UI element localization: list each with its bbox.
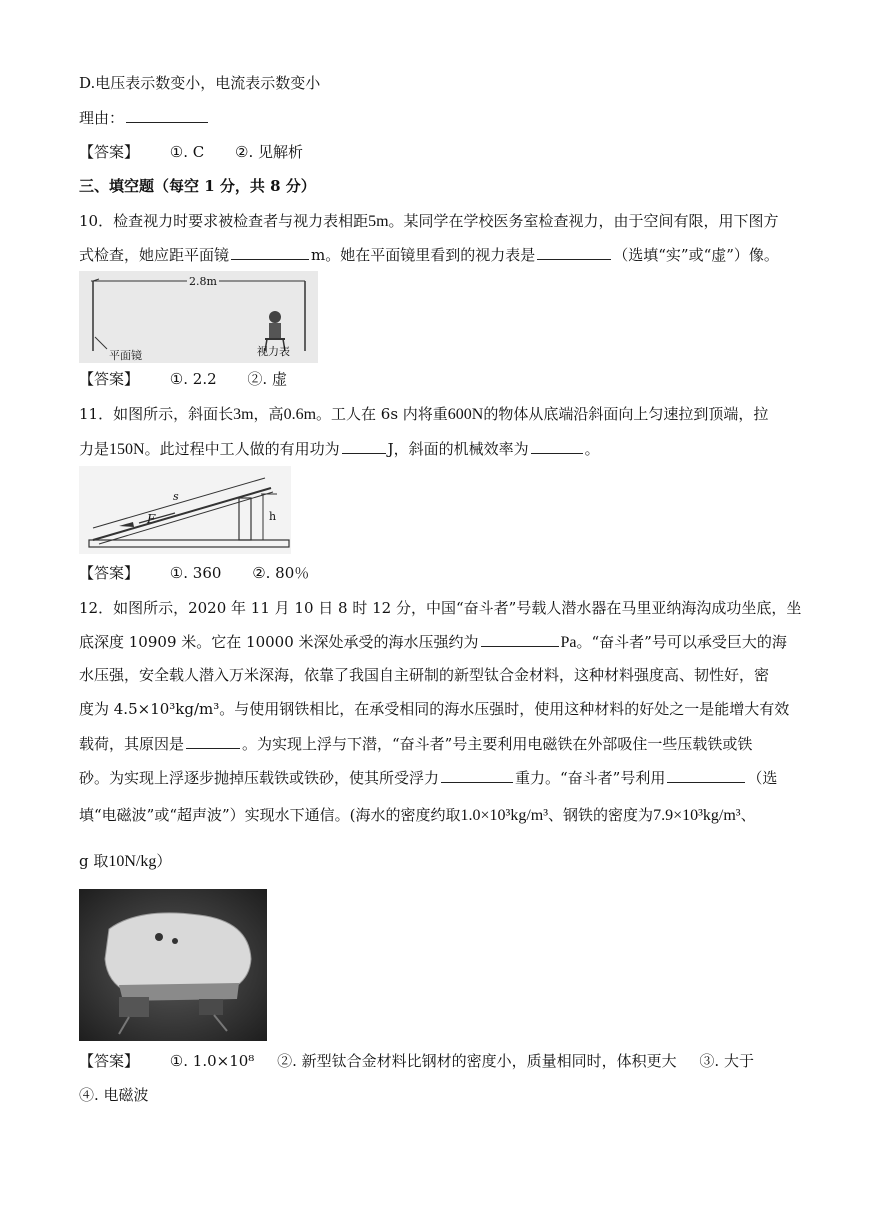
- q12-answer-label: 【答案】: [79, 1052, 140, 1070]
- q10-blank-1: [231, 243, 309, 260]
- section-heading: 三、填空题（每空 1 分，共 8 分）: [79, 177, 316, 195]
- q12-answer-3: ③. 大于: [699, 1052, 754, 1070]
- q9-reason-label: 理由：: [79, 109, 125, 127]
- q12-line8: [79, 850, 790, 873]
- q10-answer-label: 【答案】: [79, 370, 140, 388]
- q11-text-d: 的物体从底端沿斜面向上匀速拉到顶端，拉: [483, 405, 769, 423]
- q9-answer: [79, 141, 790, 163]
- q12-line5: [79, 732, 790, 755]
- q12-line4: 度为 4.5×10³kg/m³。与使用钢铁相比，在承受相同的海水压强时，使用这种材料的好处之一是能增大有效: [79, 700, 790, 718]
- q9-answer-1: ①. C: [169, 143, 205, 161]
- q11-fig-f: F: [147, 512, 156, 526]
- q12-submersible-photo: [79, 889, 267, 1041]
- q12-line1: 12．如图所示，2020 年 11 月 10 日 8 时 12 分，中国“奋斗者”号载人潜水器在马里亚纳海沟成功坐底，坐: [79, 599, 802, 617]
- q10-answer: [79, 368, 790, 390]
- q12-line2: [79, 630, 790, 654]
- q11-text-f: 。此过程中工人做的有用功为: [144, 440, 340, 458]
- q12-photo-svg: [79, 889, 267, 1041]
- q12-answer-2: ②. 新型钛合金材料比钢材的密度小，质量相同时，体积更大: [277, 1052, 677, 1070]
- q11-line1: [79, 403, 790, 426]
- q12-text-c: 载荷，其原因是: [79, 735, 185, 753]
- q12-text-h: 填“电磁波”或“超声波”）实现水下通信。(海水的密度约取: [79, 806, 461, 824]
- q11-text-b: ，高: [253, 405, 284, 423]
- q12-blank-4: [667, 766, 745, 783]
- q11-blank-2: [531, 437, 583, 454]
- q12-blank-2: [186, 732, 240, 749]
- q11-height: 0.6m: [283, 406, 317, 423]
- q12-answer-1: ①. 1.0×10⁸: [169, 1052, 255, 1070]
- q11-answer: [79, 562, 790, 584]
- q9-reason: [79, 106, 790, 129]
- q12-text-b: 。“奋斗者”号可以承受巨大的海: [576, 633, 787, 651]
- q10-figure: [79, 271, 318, 363]
- q9-reason-blank: [126, 106, 208, 123]
- q11-weight: 600N: [447, 406, 484, 423]
- q10-answer-1: ①. 2.2: [169, 370, 217, 388]
- q11-fig-s: s: [173, 490, 179, 503]
- q11-fig-h: h: [269, 510, 277, 523]
- q12-text-g: （选: [747, 769, 778, 787]
- q11-blank-1: [342, 437, 386, 454]
- q10-text-c: 式检查，她应距平面镜: [79, 246, 230, 264]
- q12-text-a: 底深度 10909 米。它在 10000 米深处承受的海水压强约为: [79, 633, 479, 651]
- q11-text-a: 11．如图所示，斜面长: [79, 405, 234, 423]
- q12-text-i: 、钢铁的密度为: [548, 806, 654, 824]
- q12-text-f: 重力。“奋斗者”号利用: [515, 769, 666, 787]
- q11-text-c: 。工人在 6s 内将重: [316, 405, 448, 423]
- q12-text-k: g 取: [79, 852, 109, 870]
- q12-line7: [79, 804, 790, 827]
- q11-length: 3m: [233, 406, 254, 423]
- q10-distance-value: 5m: [368, 213, 389, 230]
- q10-line2: [79, 243, 790, 266]
- q12-text-e: 砂。为实现上浮逐步抛掉压载铁或铁砂，使其所受浮力: [79, 769, 440, 787]
- q11-text-e: 力是: [79, 440, 110, 458]
- q12-blank-3: [441, 766, 513, 783]
- q12-text-d: 。为实现上浮与下潜，“奋斗者”号主要利用电磁铁在外部吸住一些压载铁或铁: [242, 735, 753, 753]
- q10-text-b: 。某同学在学校医务室检查视力，由于空间有限，用下图方: [388, 212, 779, 230]
- q9-answer-2: ②. 见解析: [235, 143, 304, 161]
- q12-answer: [79, 1050, 790, 1072]
- q12-blank-1: [481, 630, 559, 647]
- q12-text-j: 、: [740, 806, 756, 824]
- q12-line6: [79, 766, 790, 789]
- q12-g-value: 10N/kg: [108, 853, 157, 870]
- q12-unit-pa: Pa: [560, 634, 577, 651]
- q11-text-h: 。: [584, 440, 600, 458]
- q10-line1: [79, 210, 790, 233]
- q10-text-a: 10．检查视力时要求被检查者与视力表相距: [79, 212, 369, 230]
- q11-text-g: J，斜面的机械效率为: [387, 440, 529, 458]
- q12-line3: 水压强，安全载人潜入万米深海，依靠了我国自主研制的新型钛合金材料，这种材料强度高、韧性好，密: [79, 666, 770, 684]
- q11-answer-1: ①. 360: [169, 564, 222, 582]
- q12-density-steel: 7.9×10³kg/m³: [653, 807, 741, 824]
- q10-text-d: m。她在平面镜里看到的视力表是: [311, 246, 536, 264]
- q12-density-seawater: 1.0×10³kg/m³: [460, 807, 549, 824]
- q11-force: 150N: [109, 441, 145, 458]
- q11-figure: [79, 466, 291, 554]
- q12-answer-cont: ④. 电磁波: [79, 1086, 149, 1104]
- q12-text-l: ）: [156, 852, 172, 870]
- q10-fig-distance: 2.8m: [189, 275, 217, 288]
- q11-answer-label: 【答案】: [79, 564, 140, 582]
- q9-answer-label: 【答案】: [79, 143, 140, 161]
- q10-text-e: （选填“实”或“虚”）像。: [613, 246, 779, 264]
- q9-option-d: D.电压表示数变小，电流表示数变小: [79, 74, 321, 92]
- q10-blank-2: [537, 243, 611, 260]
- q11-figure-svg: [79, 466, 291, 554]
- q11-answer-2: ②. 80％: [252, 564, 310, 582]
- q10-fig-mirror: 平面镜: [109, 349, 142, 362]
- q10-fig-chart: 视力表: [257, 345, 290, 358]
- q10-answer-2: ②. 虚: [247, 370, 287, 388]
- q11-line2: [79, 437, 790, 461]
